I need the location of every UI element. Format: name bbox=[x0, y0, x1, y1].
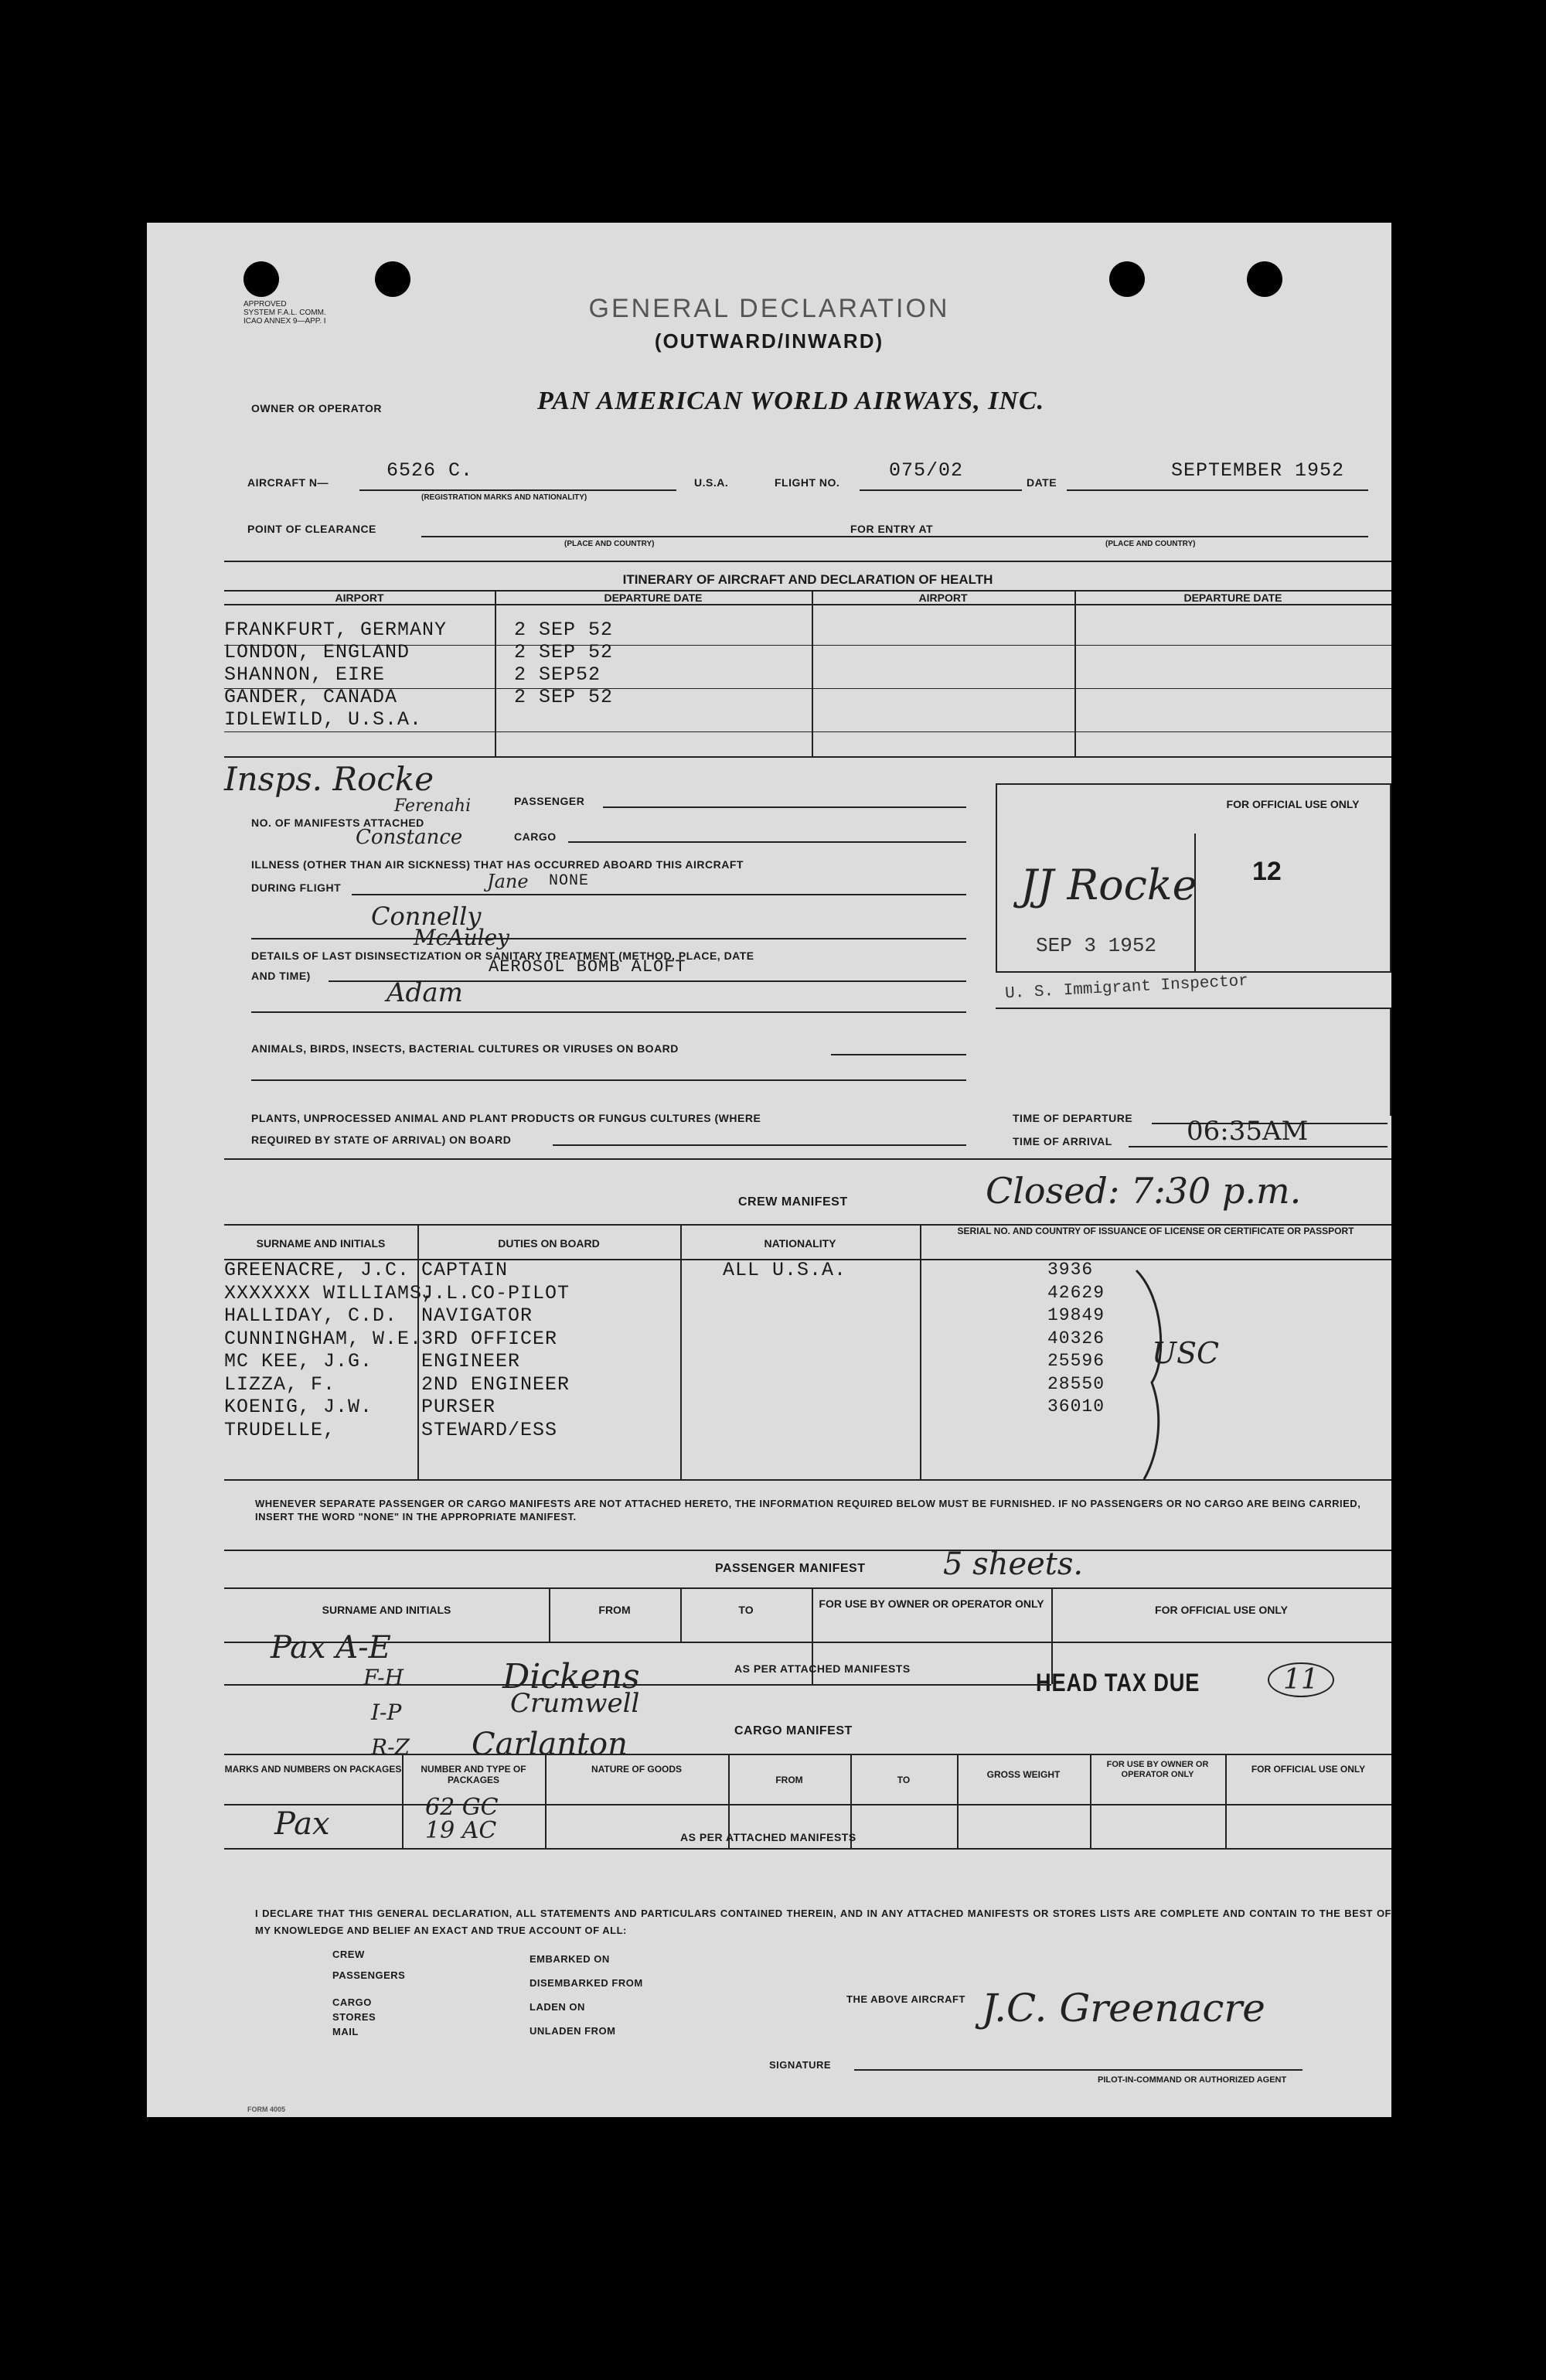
registration-sublabel: (REGISTRATION MARKS AND NATIONALITY) bbox=[421, 493, 587, 502]
manifest-notice: WHENEVER SEPARATE PASSENGER OR CARGO MANIFESTS ARE NOT ATTACHED HERETO, THE INFORMATION REQUIRED BELOW MUST BE FURNISHED. IF NO PASSENGERS OR NO CARGO ARE BEING CARRIED, INSERT THE WORD "NONE" IN THE APPROPRIATE MANIFEST. bbox=[255, 1498, 1361, 1522]
crew-serial: 25596 bbox=[1047, 1351, 1105, 1371]
disinsect-value: AEROSOL BOMB ALOFT bbox=[489, 957, 686, 977]
crew-name: KOENIG, J.W. bbox=[224, 1396, 373, 1418]
owner-value: PAN AMERICAN WORLD AIRWAYS, INC. bbox=[537, 387, 1045, 415]
punch-hole bbox=[1109, 261, 1145, 297]
stamp-date: SEP 3 1952 bbox=[1036, 934, 1157, 957]
inspector-signature: JJ Rocke bbox=[1020, 861, 1197, 909]
crew-name: CUNNINGHAM, W.E. bbox=[224, 1327, 423, 1350]
form-code: FORM 4005 bbox=[247, 2106, 286, 2113]
itinerary-date: 2 SEP 52 bbox=[514, 619, 614, 641]
crew-name: LIZZA, F. bbox=[224, 1372, 336, 1396]
owner-label: OWNER OR OPERATOR bbox=[251, 402, 382, 414]
itinerary-rows bbox=[224, 619, 447, 731]
cargo-marks: Pax bbox=[274, 1806, 330, 1842]
crew-duty: PURSER bbox=[421, 1396, 496, 1418]
crew-duty: NAVIGATOR bbox=[421, 1304, 533, 1327]
punch-hole bbox=[1247, 261, 1282, 297]
crew-name: MC KEE, J.G. bbox=[224, 1350, 373, 1372]
captain-signature: J.C. Greenacre bbox=[982, 1986, 1265, 2031]
passenger-manifest-title: PASSENGER MANIFEST bbox=[715, 1562, 866, 1575]
itinerary-date: 2 SEP 52 bbox=[514, 686, 614, 708]
crew-name: XXXXXXX WILLIAMS, bbox=[224, 1281, 435, 1304]
crew-duty: STEWARD/ESS bbox=[421, 1418, 558, 1441]
punch-hole bbox=[375, 261, 410, 297]
crew-duty: J.L.CO-PILOT bbox=[421, 1281, 570, 1304]
crew-nationality: ALL U.S.A. bbox=[723, 1259, 847, 1281]
itinerary-date: 2 SEP 52 bbox=[514, 641, 614, 663]
declaration-left-items: CREW PASSENGERS CARGO STORES MAIL bbox=[332, 1949, 406, 2037]
illness-value: NONE bbox=[549, 872, 590, 890]
head-tax-value: 11 bbox=[1268, 1662, 1334, 1697]
clearance-place-label: (PLACE AND COUNTRY) bbox=[564, 540, 655, 548]
flight-value: 075/02 bbox=[889, 459, 964, 482]
crew-serial: 42629 bbox=[1047, 1282, 1105, 1303]
stamp-text: U. S. Immigrant Inspector bbox=[1004, 972, 1249, 1004]
crew-name: HALLIDAY, C.D. bbox=[224, 1304, 398, 1327]
entry-label: FOR ENTRY AT bbox=[850, 523, 934, 535]
itinerary-date: 2 SEP52 bbox=[514, 663, 601, 686]
crew-name: GREENACRE, J.C. bbox=[224, 1259, 410, 1281]
crew-duties bbox=[421, 1259, 570, 1441]
usa-label: U.S.A. bbox=[694, 476, 729, 489]
cargo-numbers: 62 GC 19 AC bbox=[425, 1794, 499, 1844]
itinerary-airport: FRANKFURT, GERMANY bbox=[224, 619, 448, 641]
date-value: SEPTEMBER 1952 bbox=[1171, 459, 1345, 482]
crew-serials bbox=[1047, 1259, 1105, 1419]
itinerary-airport: SHANNON, EIRE bbox=[224, 663, 386, 686]
approval-note: APPROVED SYSTEM F.A.L. COMM. ICAO ANNEX 9—APP. I bbox=[243, 300, 326, 326]
closed-note: Closed: 7:30 p.m. bbox=[986, 1170, 1302, 1212]
head-tax: HEAD TAX DUE bbox=[1036, 1669, 1200, 1696]
sheets-note: 5 sheets. bbox=[943, 1546, 1084, 1582]
crew-duty: CAPTAIN bbox=[421, 1259, 509, 1281]
itinerary-title: ITINERARY OF AIRCRAFT AND DECLARATION OF HEALTH bbox=[622, 572, 993, 587]
crew-serial: 3936 bbox=[1047, 1260, 1094, 1280]
flight-label: FLIGHT NO. bbox=[775, 476, 840, 489]
crew-serial: 40326 bbox=[1047, 1328, 1105, 1349]
crew-duty: 2ND ENGINEER bbox=[421, 1372, 570, 1396]
document-sheet: APPROVED SYSTEM F.A.L. COMM. ICAO ANNEX 9—APP. I GENERAL DECLARATION (OUTWARD/INWARD) OWNER OR OPERATOR PAN AMERICAN WORLD AIRWAYS, INC. AIRCRAFT N— 6526 C. (REGISTRATION MARKS AND NATIONALITY) U.S.A. FLIGHT NO. 075/02 DATE SEPTEMBER 1952 POINT OF CLEARANCE (PLACE AND COUNTRY) FOR ENTRY AT (PLACE AND COUNTRY) ITINERARY OF AIRCRAFT AND DECLARATION OF HEALTH AIRPORT DEPARTURE DATE AIRPORT DEPARTURE DATE FRANKFURT, GERMANY LONDON, ENGLAND SHANNON, EIRE GANDER, CANADA IDLEWILD, U.S.A. 2 SEP 52 2 SEP 52 2 SEP52 2 SEP 52 PASSENGER NO. OF MANIFESTS ATTACHED CARGO ILLNESS (OTHER THAN AIR SICKNESS) THAT HAS OCCURRED ABOARD THIS AIRCRAFT DURING FLIGHT NONE DETAILS OF LAST DISINSECTIZATION OR SANITARY TREATMENT (METHOD, PLACE, DATE AND TIME) AEROSOL BOMB ALOFT ANIMALS, BIRDS, INSECTS, BACTERIAL CULTURES OR VIRUSES ON BOARD PLANTS, UNPROCESSED ANIMAL AND PLANT PRODUCTS OR FUNGUS CULTURES (WHERE REQUIRED BY STATE OF ARRIVAL) ON BOARD Insps. Rocke Ferenahi Constance Jane Connelly McAuley Adam FOR OFFICIAL USE ONLY 12 JJ Rocke SEP 3 1952 U. S. Immigrant Inspector TIME OF DEPARTURE TIME OF ARRIVAL 06:35AM CREW MANIFEST Closed: 7:30 p.m. SURNAME AND INITIALS DUTIES ON BOARD NATIONALITY SERIAL NO. AND COUNTRY OF ISSUANCE OF LICENSE OR CERTIFICATE OR PASSPORT GREENACRE, J.C. XXXXXXX WILLIAMS, HALLIDAY, C.D. CUNNINGHAM, W.E. MC KEE, J.G. LIZZA, F. KOENIG, J.W. TRUDELLE, CAPTAIN J.L.CO-PILOT NAVIGATOR 3RD OFFICER ENGINEER 2ND ENGINEER PURSER STEWARD/ESS ALL U.S.A. 3936 42629 19849 40326 25596 28550 36010 USC WHENEVER SEPARATE PASSENGER OR CARGO MANIFESTS ARE NOT ATTACHED HERETO, THE INFORMATION REQUIRED BELOW MUST BE FURNISHED. IF NO PASSENGERS OR NO CARGO ARE BEING CARRIED, INSERT THE WORD "NONE" IN THE APPROPRIATE MANIFEST. PASSENGER MANIFEST 5 sheets. SURNAME AND INITIALS FROM TO FOR USE BY OWNER OR OPERATOR ONLY FOR OFFICIAL USE ONLY AS PER ATTACHED MANIFESTS HEAD TAX DUE 11 Pax A-E F-H I-P R-Z Dickens Crumwell Carlanton CARGO MANIFEST MARKS AND NUMBERS ON PACKAGES NUMBER AND TYPE OF PACKAGES NATURE OF GOODS FROM TO GROSS WEIGHT FOR USE BY OWNER OR OPERATOR ONLY FOR OFFICIAL USE ONLY Pax 62 GC 19 AC AS PER ATTACHED MANIFESTS I DECLARE THAT THIS GENERAL DECLARATION, ALL STATEMENTS AND PARTICULARS CONTAINED THEREIN, AND IN ANY ATTACHED MANIFESTS OR STORES LISTS ARE COMPLETE AND CONTAIN TO THE BEST OF MY KNOWLEDGE AND BELIEF AN EXACT AND TRUE ACCOUNT OF ALL: CREW PASSENGERS CARGO STORES MAIL EMBARKED ON DISEMBARKED FROM LADEN ON UNLADEN FROM THE ABOVE AIRCRAFT SIGNATURE PILOT-IN-COMMAND OR AUTHORIZED AGENT J.C. Greenacre FORM 4005 bbox=[147, 223, 1391, 2117]
official-number: 12 bbox=[1252, 857, 1282, 886]
declaration-mid-items: EMBARKED ON DISEMBARKED FROM LADEN ON UNLADEN FROM bbox=[530, 1953, 643, 2037]
crew-bracket bbox=[1105, 1267, 1198, 1483]
punch-hole bbox=[243, 261, 279, 297]
aircraft-label: AIRCRAFT N— bbox=[247, 476, 329, 489]
aircraft-value: 6526 C. bbox=[386, 459, 474, 482]
crew-serial: 28550 bbox=[1047, 1373, 1105, 1394]
crew-serial: 36010 bbox=[1047, 1396, 1105, 1417]
cargo-manifest-title: CARGO MANIFEST bbox=[734, 1724, 853, 1737]
date-label: DATE bbox=[1027, 476, 1057, 489]
crew-title: CREW MANIFEST bbox=[738, 1195, 848, 1209]
crew-duty: ENGINEER bbox=[421, 1350, 521, 1372]
itinerary-dates bbox=[514, 619, 613, 708]
crew-names bbox=[224, 1259, 434, 1441]
official-title: FOR OFFICIAL USE ONLY bbox=[1226, 798, 1360, 810]
crew-name: TRUDELLE, bbox=[224, 1418, 336, 1441]
arrival-time: 06:35AM bbox=[1187, 1116, 1309, 1147]
entry-place-label: (PLACE AND COUNTRY) bbox=[1105, 540, 1196, 548]
itinerary-airport: LONDON, ENGLAND bbox=[224, 641, 410, 663]
form-subtitle: (OUTWARD/INWARD) bbox=[654, 329, 884, 353]
itinerary-airport: GANDER, CANADA bbox=[224, 686, 398, 708]
itinerary-airport: IDLEWILD, U.S.A. bbox=[224, 708, 423, 731]
crew-bracket-note: USC bbox=[1152, 1336, 1220, 1370]
declaration-text: I DECLARE THAT THIS GENERAL DECLARATION, ALL STATEMENTS AND PARTICULARS CONTAINED THEREIN, AND IN ANY ATTACHED MANIFESTS OR STORES LISTS ARE COMPLETE AND CONTAIN TO THE BEST OF MY KNOWLEDGE AND BELIEF AN EXACT AND TRUE ACCOUNT OF ALL: bbox=[255, 1908, 1391, 1936]
crew-serial: 19849 bbox=[1047, 1305, 1105, 1325]
crew-duty: 3RD OFFICER bbox=[421, 1327, 558, 1350]
form-title: GENERAL DECLARATION bbox=[588, 294, 950, 323]
clearance-label: POINT OF CLEARANCE bbox=[247, 523, 376, 535]
